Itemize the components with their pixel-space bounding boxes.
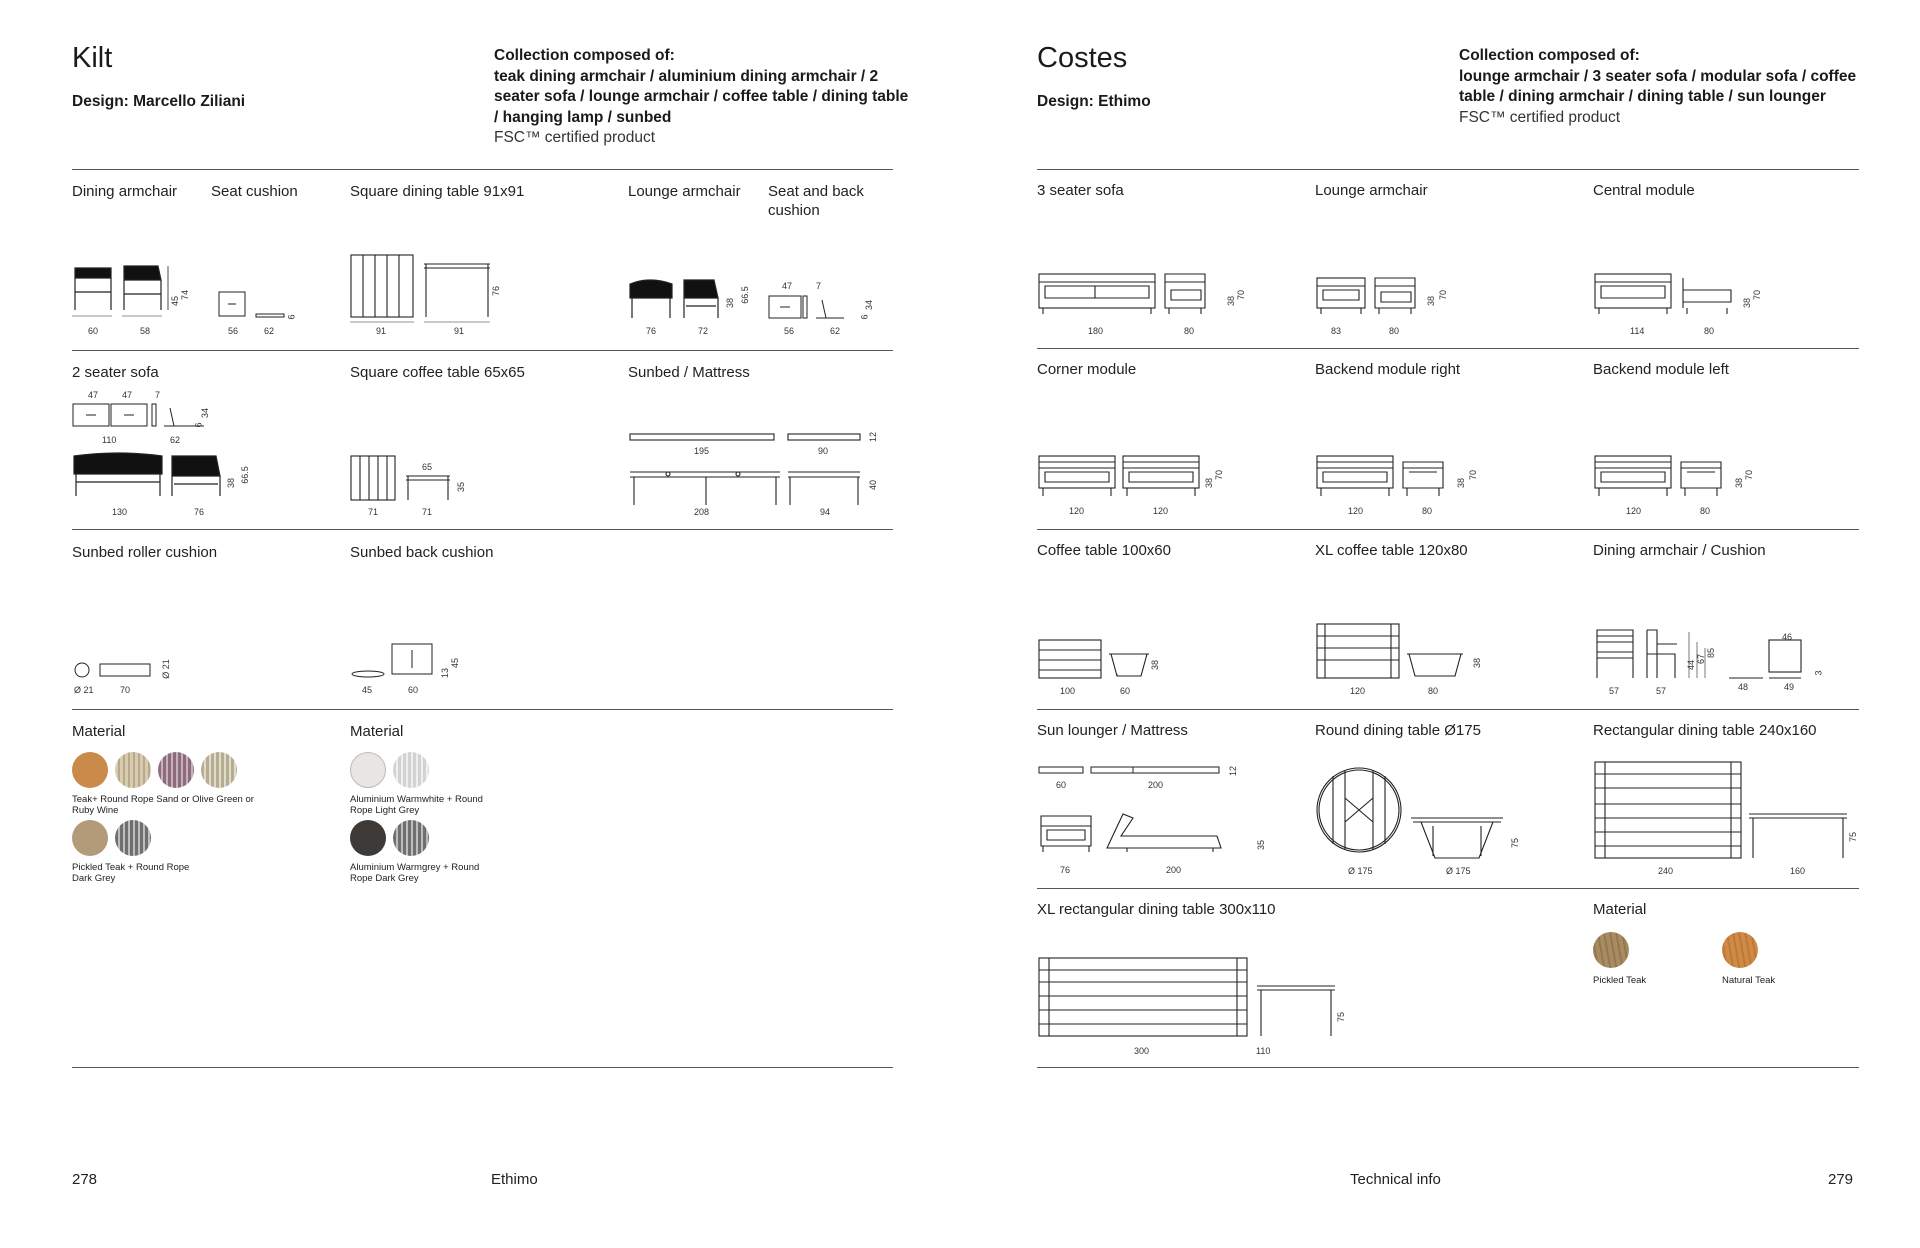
swatch-olive-rope — [201, 752, 237, 788]
dim: 70 — [1236, 289, 1247, 301]
dim: 180 — [1088, 326, 1104, 336]
dim: 45 — [362, 685, 373, 695]
collection-items: lounge armchair / 3 seater sofa / modular sofa / coffee table / dining armchair / dining table / sun lounger — [1459, 67, 1857, 105]
divider — [1037, 888, 1859, 889]
designer-kilt: Design: Marcello Ziliani — [72, 93, 246, 110]
corner-module-drawing — [1037, 452, 1197, 507]
dim: 38 — [1150, 659, 1161, 671]
swatch-caption: Aluminium Warmwhite + Round Rope Light Grey — [350, 794, 483, 816]
dim: 60 — [1056, 780, 1067, 790]
dim: 76 — [1060, 865, 1071, 875]
swatch-pickled-teak — [1593, 932, 1629, 968]
label-material: Material — [350, 723, 404, 740]
back-cushion-drawing — [350, 642, 450, 687]
dim: 208 — [694, 507, 710, 517]
dim: 195 — [694, 446, 710, 456]
dim: 70 — [1468, 469, 1479, 481]
collection-heading: Collection composed of: — [494, 47, 675, 64]
dim: 300 — [1134, 1046, 1150, 1056]
square-coffee-table-drawing — [350, 454, 460, 509]
swatch-ruby-wine-rope — [158, 752, 194, 788]
dim: 120 — [1153, 506, 1169, 516]
dim: 6 — [193, 422, 204, 428]
dim: 94 — [820, 507, 831, 517]
label-round-dining-table: Round dining table Ø175 — [1315, 722, 1481, 739]
dim: 46 — [1782, 632, 1793, 642]
footer-section: Technical info — [1350, 1171, 1441, 1188]
dim: 80 — [1704, 326, 1715, 336]
dim: 70 — [1214, 469, 1225, 481]
dim: 38 — [1204, 477, 1215, 489]
dim: 75 — [1848, 831, 1859, 843]
divider — [1037, 169, 1859, 170]
seat-back-cushion-drawing — [768, 294, 878, 329]
dim: 75 — [1510, 837, 1521, 849]
coffee-table-drawing — [1037, 638, 1167, 685]
swatch-light-grey-rope — [393, 752, 429, 788]
dim: 38 — [1426, 295, 1437, 307]
dim: 62 — [830, 326, 841, 336]
dim: 83 — [1331, 326, 1342, 336]
seat-cushion-drawing — [218, 290, 298, 327]
dim: 56 — [228, 326, 239, 336]
dim: 7 — [816, 281, 822, 291]
square-dining-table-drawing — [350, 254, 510, 329]
label-material: Material — [1593, 901, 1647, 918]
dim: 120 — [1626, 506, 1642, 516]
label-3-seater-sofa: 3 seater sofa — [1037, 182, 1124, 199]
dim: 160 — [1790, 866, 1806, 876]
dim: 6 — [286, 314, 297, 320]
dim: 47 — [782, 281, 793, 291]
swatch-sand-rope — [115, 752, 151, 788]
page-title-costes: Costes — [1037, 42, 1128, 74]
dim: 71 — [368, 507, 379, 517]
dim: 200 — [1166, 865, 1182, 875]
dim: 76 — [491, 285, 502, 297]
dim: 35 — [1256, 839, 1267, 851]
dim: 90 — [818, 446, 829, 456]
dim: 240 — [1658, 866, 1674, 876]
dim: 65 — [422, 462, 433, 472]
divider — [1037, 1067, 1859, 1068]
sun-lounger-mattress-drawing — [1037, 764, 1237, 785]
dim: 62 — [264, 326, 275, 336]
label-sunbed: Sunbed / Mattress — [628, 364, 750, 381]
dim: 35 — [456, 481, 467, 493]
dim: 76 — [194, 507, 205, 517]
collection-items: teak dining armchair / aluminium dining armchair / 2 seater sofa / lounge armchair / coffee table / dining table / hanging lamp / sunbed — [494, 67, 909, 126]
dim: 100 — [1060, 686, 1076, 696]
dim: 60 — [408, 685, 419, 695]
label-backend-module-left: Backend module left — [1593, 361, 1729, 378]
dim: 120 — [1350, 686, 1366, 696]
xl-rect-dining-table-drawing — [1037, 956, 1337, 1051]
dim: 80 — [1389, 326, 1400, 336]
swatch-aluminium-warmwhite — [350, 752, 386, 788]
lounge-armchair-drawing — [1315, 274, 1425, 325]
dim: 120 — [1069, 506, 1085, 516]
divider — [1037, 529, 1859, 530]
central-module-drawing — [1593, 270, 1743, 325]
dim: 70 — [1438, 289, 1449, 301]
dim: 200 — [1148, 780, 1164, 790]
dim: 12 — [1228, 765, 1239, 777]
dim: 85 — [1706, 647, 1717, 659]
label-square-dining-table: Square dining table 91x91 — [350, 183, 525, 200]
backend-module-left-drawing — [1593, 452, 1733, 507]
round-dining-table-drawing — [1315, 766, 1515, 867]
dim: 3 — [1813, 670, 1824, 676]
label-xl-rect-dining-table: XL rectangular dining table 300x110 — [1037, 901, 1276, 918]
dim: 56 — [784, 326, 795, 336]
dim: 57 — [1609, 686, 1620, 696]
swatch-aluminium-warmgrey — [350, 820, 386, 856]
dim: 6 — [859, 314, 870, 320]
swatch-caption: Pickled Teak + Round Rope Dark Grey — [72, 862, 190, 884]
dim: 60 — [88, 326, 99, 336]
page-number-right: 279 — [1828, 1171, 1854, 1188]
dim: Ø 175 — [1348, 866, 1373, 876]
dim: 80 — [1184, 326, 1195, 336]
collection-costes — [1459, 46, 1879, 128]
dim: 70 — [1752, 289, 1763, 301]
dim: 48 — [1738, 682, 1749, 692]
fsc-note: FSC™ certified product — [494, 129, 656, 146]
label-coffee-table: Coffee table 100x60 — [1037, 542, 1171, 559]
sun-lounger-drawing — [1037, 808, 1257, 863]
dim: 47 — [88, 390, 99, 400]
dim: Ø 21 — [160, 659, 171, 679]
divider — [72, 350, 893, 351]
dim: 12 — [868, 431, 879, 443]
label-dining-armchair: Dining armchair — [72, 183, 178, 200]
swatch-teak — [72, 752, 108, 788]
divider — [72, 169, 893, 170]
dim: 114 — [1630, 326, 1645, 336]
fsc-note: FSC™ certified product — [1459, 108, 1621, 126]
dim: 91 — [376, 326, 387, 336]
swatch-caption: Aluminium Warmgrey + Round Rope Dark Grey — [350, 862, 480, 884]
swatch-pickled-teak — [72, 820, 108, 856]
dim: 38 — [1734, 477, 1745, 489]
dim: 110 — [1256, 1046, 1271, 1056]
label-sunbed-roller-cushion: Sunbed roller cushion — [72, 544, 218, 561]
label-rect-dining-table: Rectangular dining table 240x160 — [1593, 722, 1817, 739]
divider — [72, 1067, 893, 1068]
dim: 38 — [725, 297, 736, 309]
label-corner-module: Corner module — [1037, 361, 1137, 378]
swatch-dark-grey-rope — [115, 820, 151, 856]
lounge-armchair-drawing — [628, 276, 738, 331]
swatch-dark-grey-rope — [393, 820, 429, 856]
label-2-seater-sofa: 2 seater sofa — [72, 364, 159, 381]
dim: 130 — [112, 507, 128, 517]
dim: 110 — [102, 435, 117, 445]
dim: 60 — [1120, 686, 1131, 696]
label-sun-lounger: Sun lounger / Mattress — [1037, 722, 1188, 739]
label-backend-module-right: Backend module right — [1315, 361, 1461, 378]
label-square-coffee-table: Square coffee table 65x65 — [350, 364, 525, 381]
dim: Ø 21 — [74, 685, 94, 695]
2-seater-cushions-drawing — [72, 402, 212, 437]
dim: 70 — [120, 685, 131, 695]
label-central-module: Central module — [1593, 182, 1695, 199]
dim: 72 — [698, 326, 709, 336]
collection-heading: Collection composed of: — [1459, 47, 1640, 64]
dim: 58 — [140, 326, 151, 336]
dim: 49 — [1784, 682, 1795, 692]
label-seat-back-cushion: Seat and back cushion — [768, 183, 864, 219]
rect-dining-table-drawing — [1593, 760, 1863, 869]
page-number-left: 278 — [72, 1171, 98, 1188]
dim: 80 — [1422, 506, 1433, 516]
dim: 7 — [155, 390, 161, 400]
divider — [72, 529, 893, 530]
swatch-caption: Teak+ Round Rope Sand or Olive Green or Ruby Wine — [72, 794, 254, 816]
dim: 76 — [646, 326, 657, 336]
label-lounge-armchair: Lounge armchair — [628, 183, 741, 200]
page-title-kilt: Kilt — [72, 42, 113, 74]
label-dining-armchair-cushion: Dining armchair / Cushion — [1593, 542, 1766, 559]
divider — [72, 709, 893, 710]
dim: 66.5 — [239, 466, 250, 484]
dim: 38 — [1226, 295, 1237, 307]
dim: 34 — [864, 299, 875, 311]
label-lounge-armchair: Lounge armchair — [1315, 182, 1428, 199]
dim: 62 — [170, 435, 181, 445]
divider — [1037, 709, 1859, 710]
divider — [1037, 348, 1859, 349]
dim: 120 — [1348, 506, 1364, 516]
dim: 80 — [1700, 506, 1711, 516]
swatch-caption: Natural Teak — [1722, 975, 1776, 986]
label-seat-cushion: Seat cushion — [211, 183, 298, 200]
dim: 67 — [1696, 653, 1707, 665]
dim: 40 — [868, 479, 879, 491]
swatch-natural-teak — [1722, 932, 1758, 968]
dim: 38 — [1456, 477, 1467, 489]
dim: 91 — [454, 326, 465, 336]
label-sunbed-back-cushion: Sunbed back cushion — [350, 544, 494, 561]
label-material: Material — [72, 723, 126, 740]
dim: 45 — [450, 657, 461, 669]
dim: 44 — [1686, 659, 1697, 671]
dim: Ø 175 — [1446, 866, 1471, 876]
footer-brand: Ethimo — [491, 1171, 538, 1188]
designer-costes: Design: Ethimo — [1037, 93, 1151, 110]
dim: 66.5 — [739, 286, 750, 304]
dim: 34 — [200, 407, 211, 419]
sunbed-drawing — [628, 430, 888, 510]
label-xl-coffee-table: XL coffee table 120x80 — [1315, 542, 1468, 559]
dim: 38 — [226, 477, 237, 489]
dim: 45 — [170, 295, 181, 307]
dim: 13 — [440, 667, 451, 679]
dim: 74 — [180, 289, 191, 301]
3-seater-sofa-drawing — [1037, 270, 1217, 325]
collection-kilt — [494, 46, 914, 149]
xl-coffee-table-drawing — [1315, 622, 1465, 687]
dim: 38 — [1472, 657, 1483, 669]
dim: 47 — [122, 390, 133, 400]
dim: 70 — [1744, 469, 1755, 481]
backend-module-right-drawing — [1315, 452, 1455, 507]
dim: 38 — [1742, 297, 1753, 309]
dim: 80 — [1428, 686, 1439, 696]
dim: 75 — [1336, 1011, 1347, 1023]
dim: 71 — [422, 507, 433, 517]
swatch-caption: Pickled Teak — [1593, 975, 1647, 986]
dim: 57 — [1656, 686, 1667, 696]
